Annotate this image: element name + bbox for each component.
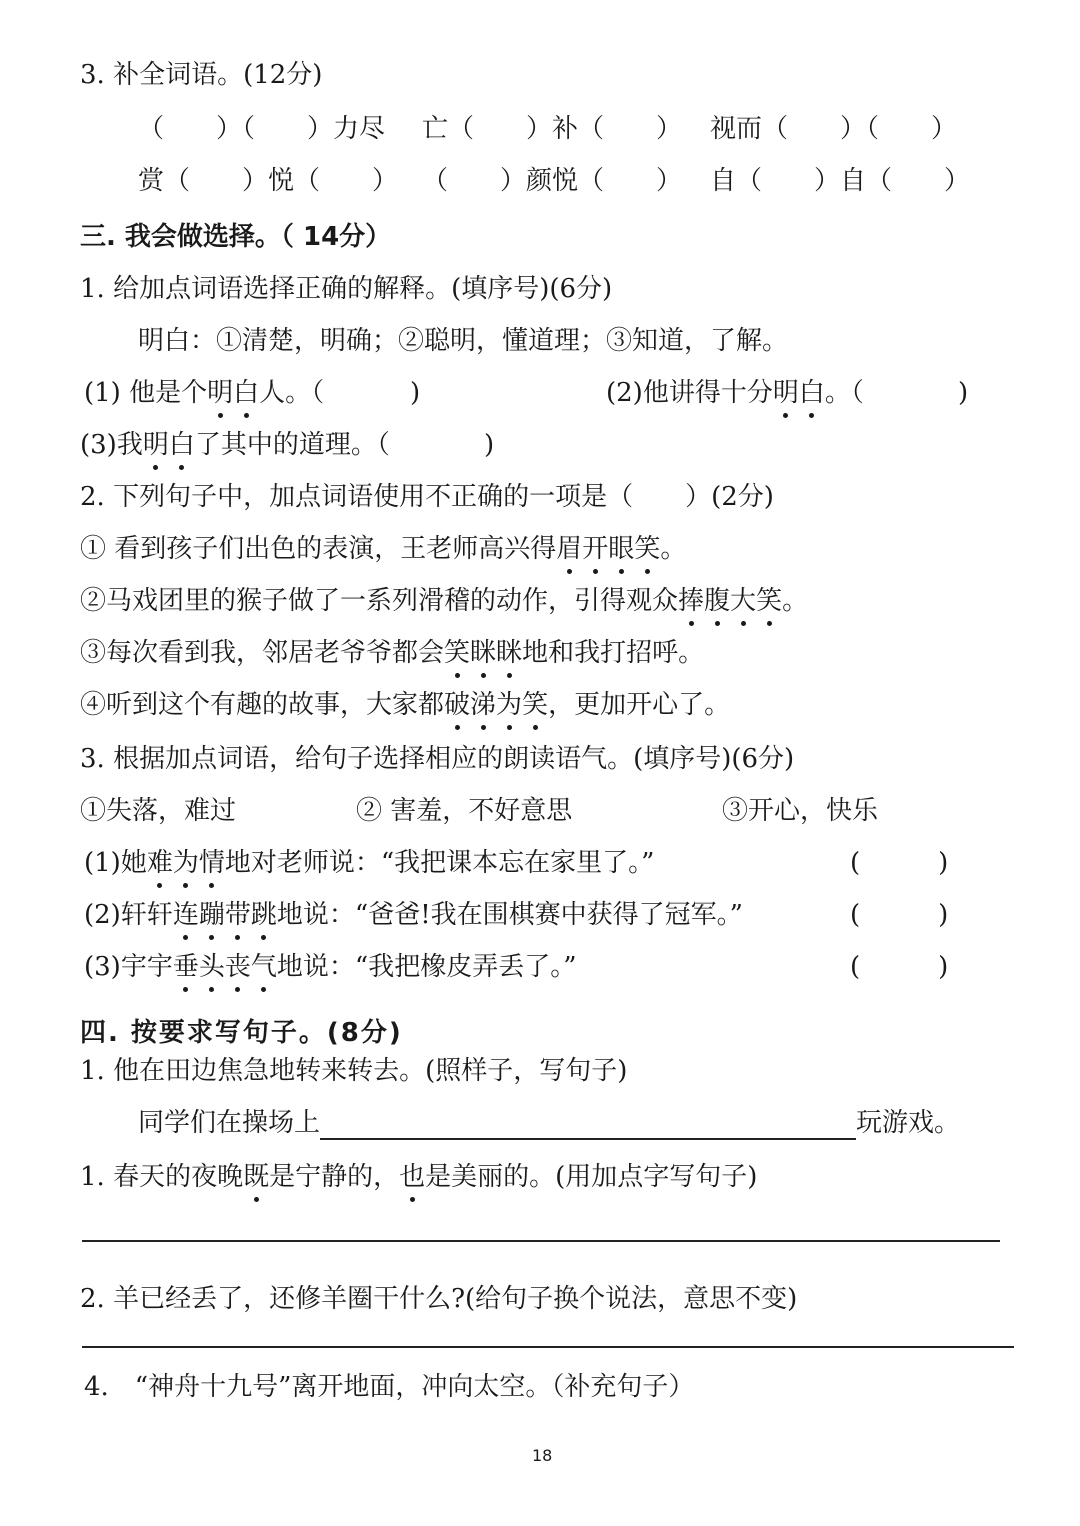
dot-char: 明 (142, 430, 169, 460)
dotted-word: 难为情 (146, 848, 225, 878)
answer-paren[interactable]: ( ) (850, 848, 949, 878)
tone-option: ③开心，快乐 (722, 796, 879, 826)
text: ① 看到孩子们出色的表演，王老师高兴得 (80, 534, 557, 564)
tone-option: ①失落，难过 (80, 796, 237, 826)
text: 地和我打招呼。 (522, 638, 705, 668)
word-blank: 自（ ）自（ ） (710, 166, 971, 196)
option-item (80, 584, 808, 618)
tone-option: ② 害羞，不好意思 (356, 796, 573, 826)
dotted-word: 连蹦带跳 (172, 900, 277, 930)
definition-text: 明白：①清楚，明确；②聪明，懂道理；③知道，了解。 (138, 326, 789, 356)
dotted-word (143, 430, 195, 460)
dotted-word (207, 378, 259, 408)
text: (1)她 (84, 848, 147, 878)
text: ，更加开心了。 (548, 690, 731, 720)
answer-paren[interactable]: ) (484, 430, 495, 460)
answer-paren[interactable]: ( ) (850, 952, 949, 982)
dotted-word: 也 (399, 1162, 426, 1192)
question-title: 4. “神舟十九号”离开地面，冲向太空。（补充句子） (84, 1372, 695, 1402)
option-item (80, 532, 686, 566)
text: 同学们在操场上 (138, 1108, 321, 1138)
text: 玩游戏。 (856, 1108, 961, 1138)
text: 是宁静的， (269, 1162, 400, 1192)
dot-char: 白 (168, 430, 195, 460)
dotted-word: 破涕为笑 (444, 690, 549, 720)
answer-paren[interactable]: ) (958, 378, 969, 408)
sentence-item (84, 846, 654, 880)
text: 。 (782, 586, 809, 616)
dotted-word: 既 (243, 1162, 270, 1192)
fill-sentence (138, 1106, 960, 1140)
text: 地对老师说：“我把课本忘在家里了。” (224, 848, 655, 878)
question-title: 3. 根据加点词语，给句子选择相应的朗读语气。(填序号)(6分) (80, 744, 795, 774)
text: (2)轩轩 (84, 900, 173, 930)
text: (2)他讲得十分 (606, 378, 773, 408)
answer-line[interactable] (82, 1346, 1014, 1348)
text: 1. 春天的夜晚 (80, 1162, 244, 1192)
dotted-word: 眉开眼笑 (556, 534, 661, 564)
dotted-word: 捧腹大笑 (678, 586, 783, 616)
answer-paren[interactable]: ( ) (850, 900, 949, 930)
text: 。 (660, 534, 687, 564)
sentence-item (84, 950, 577, 984)
sentence-item (84, 898, 743, 932)
text: 地说：“爸爸!我在围棋赛中获得了冠军。” (276, 900, 743, 930)
sub-question (80, 428, 390, 462)
page-number: 18 (532, 1446, 553, 1465)
dot-char: 明 (207, 378, 234, 408)
question-title: 3. 补全词语。(12分) (80, 60, 323, 90)
question-title: 1. 给加点词语选择正确的解释。(填序号)(6分) (80, 274, 613, 304)
text: (1) 他是个 (84, 378, 208, 408)
option-item (80, 636, 704, 670)
word-blank: 亡（ ）补（ ） (422, 114, 683, 144)
question-title: 2. 下列句子中，加点词语使用不正确的一项是（ ）(2分) (80, 482, 774, 512)
text: 。（ (824, 378, 864, 408)
text: ④听到这个有趣的故事，大家都 (80, 690, 445, 720)
dot-char: 明 (772, 378, 799, 408)
sub-question (84, 376, 324, 410)
fill-blank[interactable] (320, 1110, 856, 1140)
text: 是美丽的。(用加点字写句子) (425, 1162, 758, 1192)
word-blank: 赏（ ）悦（ ） (138, 166, 399, 196)
text: (3)我 (80, 430, 143, 460)
dot-char: 白 (233, 378, 260, 408)
text: ②马戏团里的猴子做了一系列滑稽的动作，引得观众 (80, 586, 679, 616)
answer-paren[interactable]: ) (410, 378, 421, 408)
dotted-word (773, 378, 825, 408)
answer-line[interactable] (82, 1240, 1000, 1242)
word-blank: 视而（ ）（ ） (710, 114, 958, 144)
section-title: 四. 按要求写句子。(8分) (80, 1018, 403, 1048)
section-title: 三. 我会做选择。（ 14分） (80, 222, 392, 252)
dotted-word: 垂头丧气 (172, 952, 277, 982)
question-title (80, 1160, 757, 1194)
word-blank: （ ）（ ）力尽 (138, 114, 386, 144)
dot-char: 白 (798, 378, 825, 408)
word-blank: （ ）颜悦（ ） (422, 166, 683, 196)
text: 地说：“我把橡皮弄丢了。” (276, 952, 577, 982)
text: ③每次看到我，邻居老爷爷都会 (80, 638, 445, 668)
text: 了其中的道理。（ (194, 430, 390, 460)
option-item (80, 688, 730, 722)
text: 人。（ (259, 378, 325, 408)
dotted-word: 笑眯眯 (444, 638, 523, 668)
text: (3)宇宇 (84, 952, 173, 982)
question-title: 2. 羊已经丢了，还修羊圈干什么?(给句子换个说法，意思不变) (80, 1284, 798, 1314)
question-title: 1. 他在田边焦急地转来转去。(照样子，写句子) (80, 1056, 628, 1086)
sub-question (606, 376, 864, 410)
